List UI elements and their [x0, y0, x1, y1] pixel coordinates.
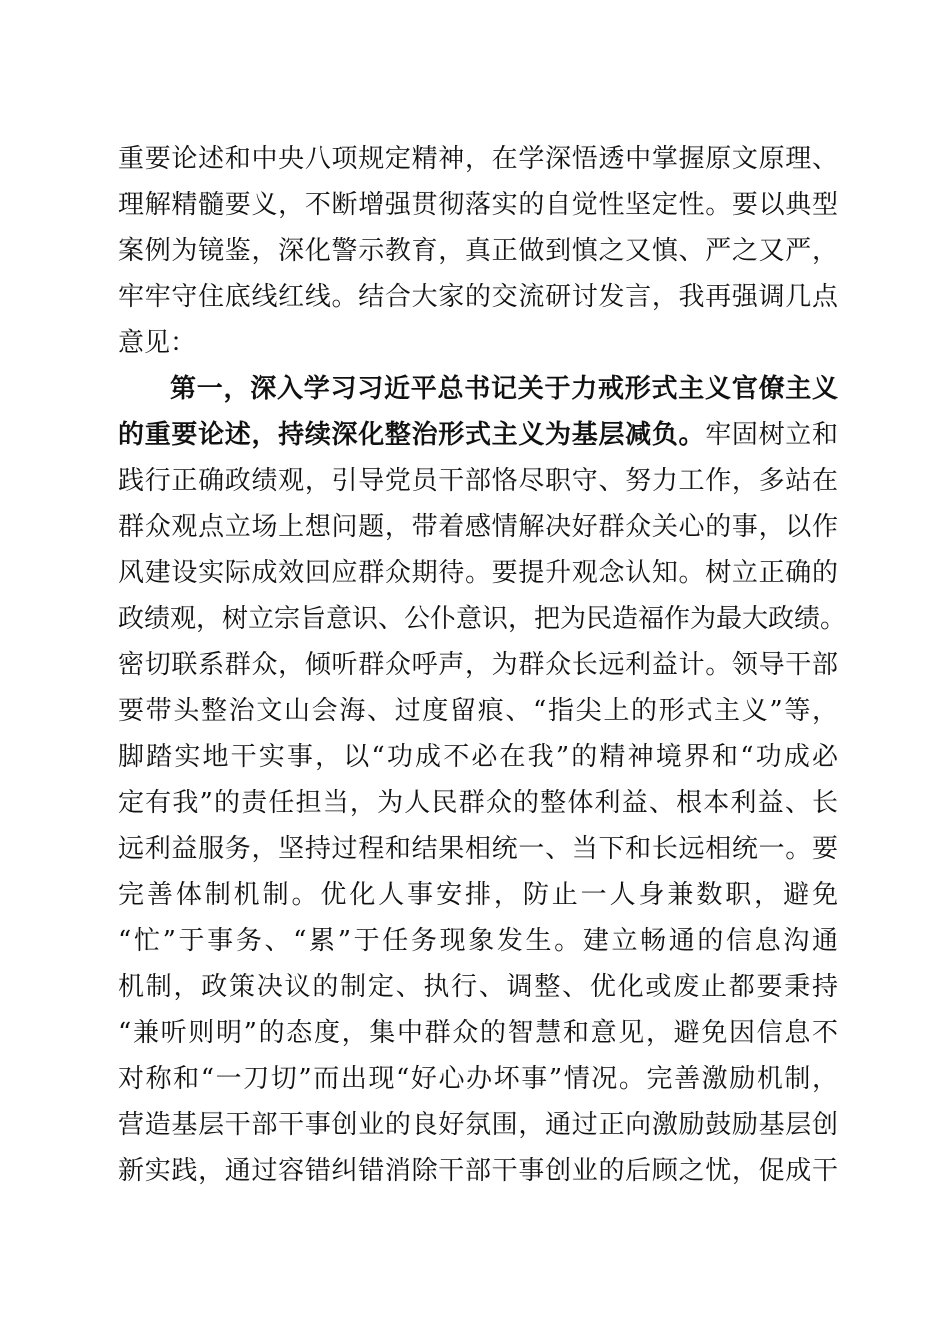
- text-line: 完善体制机制。优化人事安排，防止一人身兼数职，避免: [118, 880, 838, 910]
- text-line: 要带头整治文山会海、过度留痕、“指尖上的形式主义”等，: [118, 696, 838, 726]
- text-line: 群众观点立场上想问题，带着感情解决好群众关心的事，以作: [118, 512, 838, 542]
- section-heading-text: 的重要论述，持续深化整治形式主义为基层减负。: [118, 420, 706, 450]
- text-line: 密切联系群众，倾听群众呼声，为群众长远利益计。领导干部: [118, 650, 838, 680]
- text-line: 对称和“一刀切”而出现“好心办坏事”情况。完善激励机制，: [118, 1064, 838, 1094]
- text-line: 脚踏实地干实事，以“功成不必在我”的精神境界和“功成必: [118, 742, 838, 772]
- text-line: 新实践，通过容错纠错消除干部干事创业的后顾之忧，促成干: [118, 1156, 838, 1186]
- section-heading-line: [118, 412, 838, 458]
- text-line: 远利益服务，坚持过程和结果相统一、当下和长远相统一。要: [118, 834, 838, 864]
- text-line: 定有我”的责任担当，为人民群众的整体利益、根本利益、长: [118, 788, 838, 818]
- section-heading-line: 第一，深入学习习近平总书记关于力戒形式主义官僚主义: [170, 374, 838, 404]
- text-line: 营造基层干部干事创业的良好氛围，通过正向激励鼓励基层创: [118, 1110, 838, 1140]
- text-line: 风建设实际成效回应群众期待。要提升观念认知。树立正确的: [118, 558, 838, 588]
- text-line: “兼听则明”的态度，集中群众的智慧和意见，避免因信息不: [118, 1018, 838, 1048]
- text-line: 机制，政策决议的制定、执行、调整、优化或废止都要秉持: [118, 972, 838, 1002]
- text-line: 理解精髓要义，不断增强贯彻落实的自觉性坚定性。要以典型: [118, 190, 838, 220]
- text-line: 重要论述和中央八项规定精神，在学深悟透中掌握原文原理、: [118, 144, 838, 174]
- text-line: 意见：: [118, 328, 197, 358]
- paragraph-intro: [118, 136, 838, 366]
- text-line: 案例为镜鉴，深化警示教育，真正做到慎之又慎、严之又严，: [118, 236, 838, 266]
- text-line: “忙”于事务、“累”于任务现象发生。建立畅通的信息沟通: [118, 926, 838, 956]
- document-body: [118, 136, 847, 1194]
- text-line: 政绩观，树立宗旨意识、公仆意识，把为民造福作为最大政绩。: [118, 604, 847, 634]
- text-line: 牢牢守住底线红线。结合大家的交流研讨发言，我再强调几点: [118, 282, 838, 312]
- body-text: 牢固树立和: [705, 420, 838, 450]
- text-line: 践行正确政绩观，引导党员干部恪尽职守、努力工作，多站在: [118, 466, 838, 496]
- paragraph-first-point: [118, 366, 847, 1194]
